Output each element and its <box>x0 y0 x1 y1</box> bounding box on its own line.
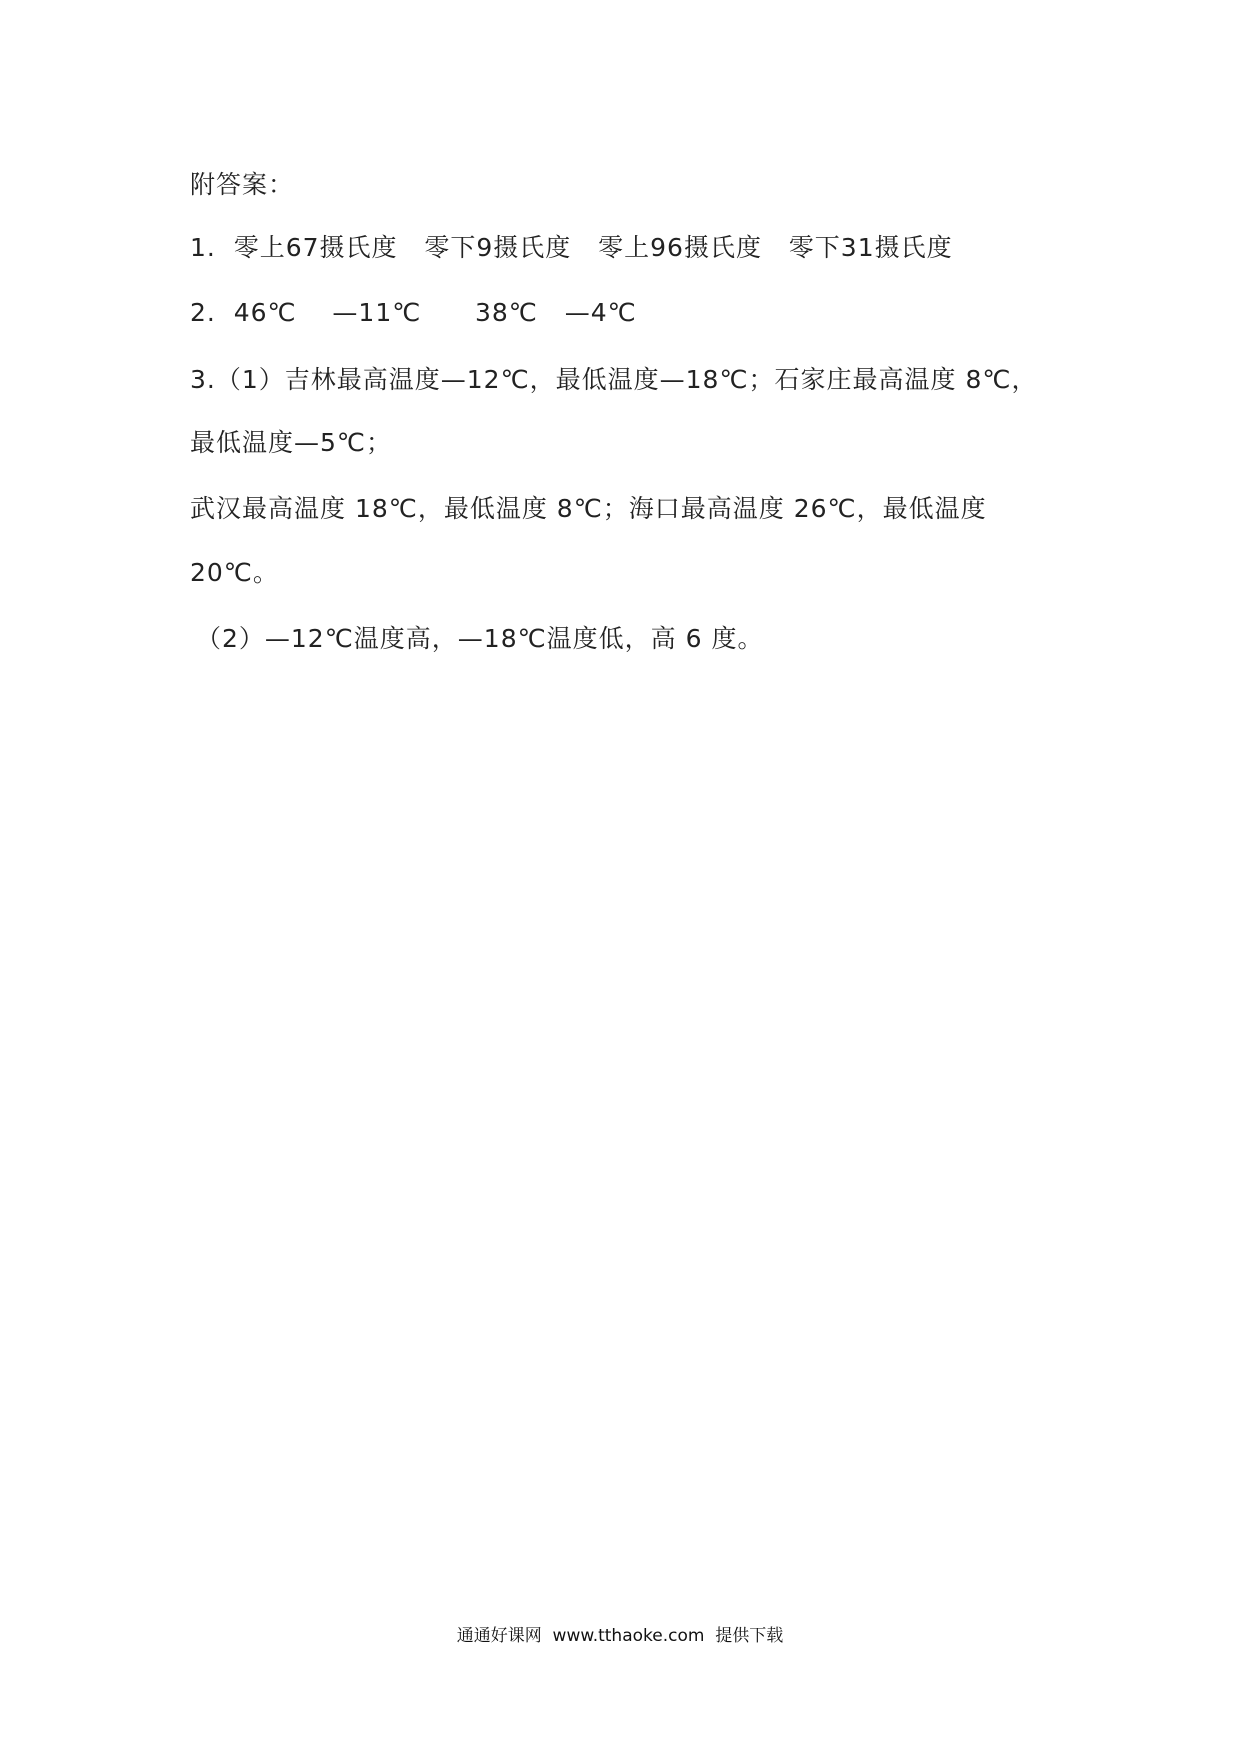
answer-line-1: 1. 零上67摄氏度 零下9摄氏度 零上96摄氏度 零下31摄氏度 <box>190 233 953 262</box>
answer-line-3-part-2: （2）—12℃温度高，—18℃温度低，高 6 度。 <box>196 624 764 653</box>
answer-line-2: 2. 46℃ —11℃ 38℃ —4℃ <box>190 298 637 327</box>
page-footer: 通通好课网 www.tthaoke.com 提供下载 <box>456 1626 784 1646</box>
answer-line-3c: 武汉最高温度 18℃，最低温度 8℃；海口最高温度 26℃，最低温度 <box>190 494 987 523</box>
answers-heading: 附答案： <box>190 170 295 199</box>
answer-line-3b: 最低温度—5℃； <box>190 428 392 457</box>
answer-line-3d: 20℃。 <box>190 558 279 587</box>
answer-line-3a: 3.（1）吉林最高温度—12℃，最低温度—18℃；石家庄最高温度 8℃， <box>190 365 1038 394</box>
